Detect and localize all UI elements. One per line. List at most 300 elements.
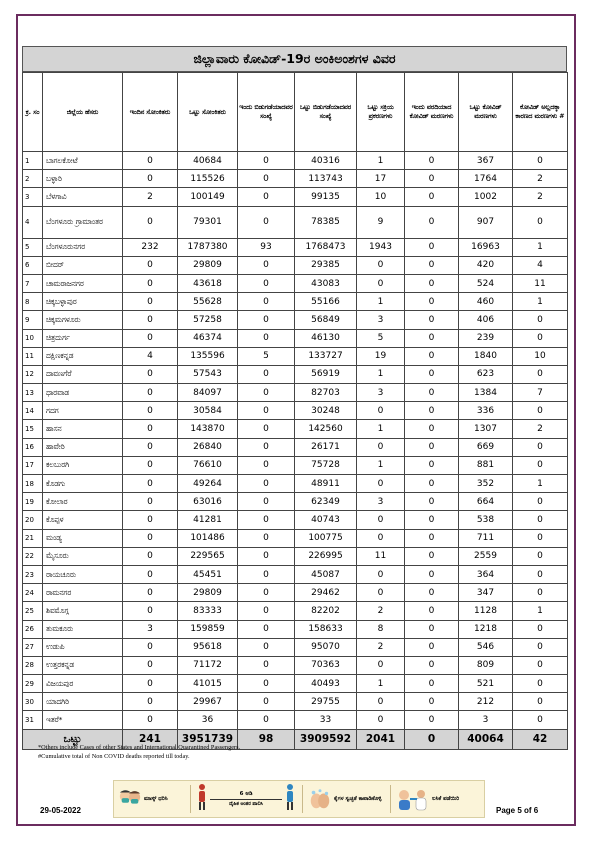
row-total-deaths: 664	[459, 493, 513, 511]
row-total-discharged: 33	[295, 711, 357, 729]
row-non-covid-deaths: 2	[513, 188, 568, 206]
row-today-deaths: 0	[405, 620, 459, 638]
row-active: 1	[357, 456, 405, 474]
row-total-positive: 40684	[178, 152, 238, 170]
row-today-discharged: 0	[238, 693, 295, 711]
row-sl: 22	[23, 547, 43, 565]
header-total-positive: ಒಟ್ಟು ಸೋಂಕಿತರು	[178, 73, 238, 152]
row-non-covid-deaths: 0	[513, 438, 568, 456]
row-today-deaths: 0	[405, 656, 459, 674]
row-today-discharged: 0	[238, 602, 295, 620]
row-district: ಹಾಸನ	[43, 420, 123, 438]
row-today-deaths: 0	[405, 584, 459, 602]
row-non-covid-deaths: 0	[513, 565, 568, 583]
row-active: 8	[357, 620, 405, 638]
row-today-deaths: 0	[405, 456, 459, 474]
row-active: 0	[357, 256, 405, 274]
row-today-discharged: 0	[238, 475, 295, 493]
row-today-positive: 0	[123, 711, 178, 729]
safety-banner	[113, 780, 485, 818]
total-today-deaths: 0	[405, 729, 459, 749]
row-total-discharged: 100775	[295, 529, 357, 547]
row-sl: 13	[23, 384, 43, 402]
row-total-deaths: 347	[459, 584, 513, 602]
row-today-positive: 0	[123, 420, 178, 438]
row-total-deaths: 623	[459, 365, 513, 383]
row-total-deaths: 364	[459, 565, 513, 583]
table-header-row	[23, 73, 568, 152]
banner-vaccine-label: ಲಸಿಕೆ ಪಡೆಯಿರಿ	[432, 795, 460, 802]
row-total-deaths: 538	[459, 511, 513, 529]
row-total-discharged: 26171	[295, 438, 357, 456]
table-row	[23, 547, 568, 565]
row-non-covid-deaths: 0	[513, 365, 568, 383]
row-district: ಧಾರವಾಡ	[43, 384, 123, 402]
row-active: 17	[357, 170, 405, 188]
table-row	[23, 711, 568, 729]
row-today-deaths: 0	[405, 547, 459, 565]
row-today-deaths: 0	[405, 402, 459, 420]
row-active: 0	[357, 693, 405, 711]
row-non-covid-deaths: 0	[513, 511, 568, 529]
table-row	[23, 256, 568, 274]
row-today-discharged: 0	[238, 365, 295, 383]
row-total-positive: 63016	[178, 493, 238, 511]
row-today-discharged: 0	[238, 329, 295, 347]
row-today-discharged: 0	[238, 206, 295, 238]
row-today-positive: 0	[123, 584, 178, 602]
row-total-discharged: 40316	[295, 152, 357, 170]
row-active: 0	[357, 402, 405, 420]
row-total-discharged: 46130	[295, 329, 357, 347]
row-district: ಚಿತ್ರದುರ್ಗ	[43, 329, 123, 347]
row-district: ಇತರೆ*	[43, 711, 123, 729]
face-mask-icon	[118, 785, 142, 813]
row-today-deaths: 0	[405, 311, 459, 329]
row-today-discharged: 0	[238, 256, 295, 274]
row-active: 1	[357, 675, 405, 693]
row-non-covid-deaths: 4	[513, 256, 568, 274]
row-total-positive: 84097	[178, 384, 238, 402]
row-total-positive: 57543	[178, 365, 238, 383]
row-today-positive: 0	[123, 693, 178, 711]
header-district: ಜಿಲ್ಲೆಯ ಹೆಸರು	[43, 73, 123, 152]
row-sl: 4	[23, 206, 43, 238]
row-total-positive: 143870	[178, 420, 238, 438]
row-total-positive: 55628	[178, 293, 238, 311]
row-total-deaths: 521	[459, 675, 513, 693]
row-total-discharged: 78385	[295, 206, 357, 238]
row-non-covid-deaths: 0	[513, 329, 568, 347]
row-active: 0	[357, 565, 405, 583]
row-district: ಕಲಬುರಗಿ	[43, 456, 123, 474]
banner-handwash-panel	[308, 783, 382, 815]
row-active: 1	[357, 365, 405, 383]
row-today-discharged: 0	[238, 188, 295, 206]
row-sl: 27	[23, 638, 43, 656]
row-district: ಹಾವೇರಿ	[43, 438, 123, 456]
row-sl: 24	[23, 584, 43, 602]
row-today-positive: 4	[123, 347, 178, 365]
row-total-positive: 29809	[178, 256, 238, 274]
distance-arrow-icon	[210, 799, 282, 800]
row-active: 5	[357, 329, 405, 347]
row-today-positive: 0	[123, 365, 178, 383]
row-total-discharged: 133727	[295, 347, 357, 365]
row-today-positive: 0	[123, 565, 178, 583]
person-left-icon	[196, 783, 208, 815]
row-sl: 31	[23, 711, 43, 729]
total-today-positive: 241	[123, 729, 178, 749]
row-total-positive: 71172	[178, 656, 238, 674]
total-active: 2041	[357, 729, 405, 749]
row-district: ಬಾಗಲಕೋಟೆ	[43, 152, 123, 170]
banner-divider	[302, 785, 303, 813]
row-today-discharged: 0	[238, 152, 295, 170]
row-district: ಶಿವಮೊಗ್ಗ	[43, 602, 123, 620]
table-row	[23, 675, 568, 693]
table-row	[23, 584, 568, 602]
row-district: ಗದಗ	[43, 402, 123, 420]
table-row	[23, 365, 568, 383]
row-total-discharged: 56849	[295, 311, 357, 329]
row-today-deaths: 0	[405, 384, 459, 402]
row-today-discharged: 0	[238, 293, 295, 311]
row-today-positive: 0	[123, 152, 178, 170]
row-total-deaths: 1384	[459, 384, 513, 402]
row-total-discharged: 82703	[295, 384, 357, 402]
row-total-positive: 26840	[178, 438, 238, 456]
row-district: ಕೊಪ್ಪಳ	[43, 511, 123, 529]
row-total-discharged: 75728	[295, 456, 357, 474]
row-total-deaths: 367	[459, 152, 513, 170]
row-non-covid-deaths: 0	[513, 456, 568, 474]
banner-vaccine-panel	[396, 783, 459, 815]
row-total-positive: 159859	[178, 620, 238, 638]
row-district: ಯಾದಗಿರಿ	[43, 693, 123, 711]
table-row	[23, 602, 568, 620]
row-total-positive: 29967	[178, 693, 238, 711]
row-non-covid-deaths: 0	[513, 656, 568, 674]
row-total-discharged: 99135	[295, 188, 357, 206]
row-total-deaths: 881	[459, 456, 513, 474]
row-sl: 20	[23, 511, 43, 529]
row-total-discharged: 40493	[295, 675, 357, 693]
header-sl: ಕ್ರ. ಸಂ	[23, 73, 43, 152]
row-district: ಚಿಕ್ಕಮಗಳೂರು	[43, 311, 123, 329]
row-today-positive: 0	[123, 256, 178, 274]
banner-divider	[190, 785, 191, 813]
table-row	[23, 638, 568, 656]
row-today-deaths: 0	[405, 511, 459, 529]
row-non-covid-deaths: 0	[513, 675, 568, 693]
footnote-non-covid: #Cumulative total of Non COVID deaths reported till today.	[38, 752, 190, 760]
row-sl: 5	[23, 238, 43, 256]
row-today-positive: 0	[123, 547, 178, 565]
row-today-positive: 0	[123, 475, 178, 493]
row-today-discharged: 0	[238, 565, 295, 583]
total-total-discharged: 3909592	[295, 729, 357, 749]
row-total-positive: 36	[178, 711, 238, 729]
table-row	[23, 384, 568, 402]
banner-mask-panel	[118, 783, 168, 815]
total-deaths: 40064	[459, 729, 513, 749]
row-today-discharged: 0	[238, 493, 295, 511]
row-today-deaths: 0	[405, 365, 459, 383]
row-total-positive: 76610	[178, 456, 238, 474]
table-row	[23, 311, 568, 329]
row-total-positive: 1787380	[178, 238, 238, 256]
row-active: 9	[357, 206, 405, 238]
row-today-discharged: 0	[238, 638, 295, 656]
row-total-deaths: 2559	[459, 547, 513, 565]
row-total-positive: 41015	[178, 675, 238, 693]
row-non-covid-deaths: 1	[513, 293, 568, 311]
row-sl: 19	[23, 493, 43, 511]
row-non-covid-deaths: 7	[513, 384, 568, 402]
row-today-discharged: 0	[238, 656, 295, 674]
header-today-discharged: ಇಂದು ಬಿಡುಗಡೆಯಾದವರ ಸಂಖ್ಯೆ	[238, 73, 295, 152]
row-today-discharged: 0	[238, 438, 295, 456]
row-non-covid-deaths: 0	[513, 711, 568, 729]
row-today-discharged: 0	[238, 547, 295, 565]
row-active: 0	[357, 656, 405, 674]
row-today-positive: 0	[123, 206, 178, 238]
row-non-covid-deaths: 1	[513, 602, 568, 620]
row-today-positive: 0	[123, 293, 178, 311]
row-sl: 16	[23, 438, 43, 456]
row-district: ಉಡುಪಿ	[43, 638, 123, 656]
row-non-covid-deaths: 1	[513, 238, 568, 256]
row-district: ಉತ್ತರಕನ್ನಡ	[43, 656, 123, 674]
table-row	[23, 693, 568, 711]
row-total-deaths: 352	[459, 475, 513, 493]
row-sl: 6	[23, 256, 43, 274]
row-active: 3	[357, 384, 405, 402]
row-district: ಚಿಕ್ಕಬಳ್ಳಾಪುರ	[43, 293, 123, 311]
row-total-deaths: 669	[459, 438, 513, 456]
row-total-discharged: 1768473	[295, 238, 357, 256]
row-today-deaths: 0	[405, 170, 459, 188]
row-total-discharged: 62349	[295, 493, 357, 511]
row-total-deaths: 1002	[459, 188, 513, 206]
row-total-discharged: 113743	[295, 170, 357, 188]
page-number: Page 5 of 6	[496, 806, 539, 815]
row-total-discharged: 40743	[295, 511, 357, 529]
total-non-covid-deaths: 42	[513, 729, 568, 749]
table-row	[23, 293, 568, 311]
row-sl: 10	[23, 329, 43, 347]
row-total-deaths: 16963	[459, 238, 513, 256]
row-today-discharged: 5	[238, 347, 295, 365]
row-today-deaths: 0	[405, 188, 459, 206]
row-total-positive: 46374	[178, 329, 238, 347]
banner-handwash-label: ಕೈಗಳ ಸ್ವಚ್ಛತೆ ಕಾಪಾಡಿಕೊಳ್ಳಿ	[334, 795, 382, 802]
handwash-icon	[308, 785, 332, 813]
row-total-deaths: 907	[459, 206, 513, 238]
row-today-deaths: 0	[405, 529, 459, 547]
row-district: ಮೈಸೂರು	[43, 547, 123, 565]
row-total-discharged: 95070	[295, 638, 357, 656]
row-non-covid-deaths: 10	[513, 347, 568, 365]
table-row	[23, 456, 568, 474]
table-row	[23, 402, 568, 420]
row-total-discharged: 29385	[295, 256, 357, 274]
row-today-deaths: 0	[405, 347, 459, 365]
row-total-deaths: 1840	[459, 347, 513, 365]
table-row	[23, 656, 568, 674]
row-sl: 14	[23, 402, 43, 420]
row-non-covid-deaths: 0	[513, 547, 568, 565]
row-total-discharged: 45087	[295, 565, 357, 583]
row-non-covid-deaths: 0	[513, 311, 568, 329]
row-total-discharged: 55166	[295, 293, 357, 311]
row-today-deaths: 0	[405, 675, 459, 693]
row-today-positive: 2	[123, 188, 178, 206]
row-today-positive: 0	[123, 456, 178, 474]
row-today-positive: 232	[123, 238, 178, 256]
row-district: ಮಂಡ್ಯ	[43, 529, 123, 547]
row-today-discharged: 0	[238, 529, 295, 547]
row-district: ವಿಜಯಪುರ	[43, 675, 123, 693]
row-total-positive: 115526	[178, 170, 238, 188]
row-active: 1943	[357, 238, 405, 256]
banner-distance-top: 6 ಅಡಿ	[239, 790, 253, 797]
row-today-discharged: 0	[238, 402, 295, 420]
row-active: 0	[357, 511, 405, 529]
row-today-discharged: 0	[238, 170, 295, 188]
row-total-discharged: 48911	[295, 475, 357, 493]
row-total-deaths: 1764	[459, 170, 513, 188]
row-total-deaths: 3	[459, 711, 513, 729]
row-sl: 2	[23, 170, 43, 188]
row-today-deaths: 0	[405, 274, 459, 292]
row-active: 0	[357, 274, 405, 292]
row-active: 0	[357, 584, 405, 602]
row-sl: 26	[23, 620, 43, 638]
row-total-positive: 45451	[178, 565, 238, 583]
footnote-others: *Others include Cases of other States and International Quarantined Passengers.	[38, 744, 241, 751]
row-today-deaths: 0	[405, 238, 459, 256]
row-today-deaths: 0	[405, 206, 459, 238]
row-total-positive: 101486	[178, 529, 238, 547]
row-today-deaths: 0	[405, 293, 459, 311]
row-active: 2	[357, 638, 405, 656]
report-date: 29-05-2022	[40, 806, 81, 815]
row-total-deaths: 809	[459, 656, 513, 674]
banner-mask-label: ಮಾಸ್ಕ್ ಧರಿಸಿ	[144, 795, 168, 802]
row-total-positive: 49264	[178, 475, 238, 493]
row-total-positive: 79301	[178, 206, 238, 238]
row-today-deaths: 0	[405, 493, 459, 511]
row-today-deaths: 0	[405, 602, 459, 620]
row-today-positive: 0	[123, 329, 178, 347]
table-row	[23, 347, 568, 365]
row-non-covid-deaths: 0	[513, 620, 568, 638]
row-total-deaths: 460	[459, 293, 513, 311]
row-district: ಚಾಮರಾಜನಗರ	[43, 274, 123, 292]
row-total-deaths: 239	[459, 329, 513, 347]
person-right-icon	[284, 783, 296, 815]
row-total-positive: 135596	[178, 347, 238, 365]
row-today-positive: 0	[123, 170, 178, 188]
row-total-discharged: 142560	[295, 420, 357, 438]
row-non-covid-deaths: 2	[513, 420, 568, 438]
total-total-positive: 3951739	[178, 729, 238, 749]
district-stats-table	[22, 72, 568, 750]
row-sl: 11	[23, 347, 43, 365]
row-today-deaths: 0	[405, 420, 459, 438]
row-total-positive: 41281	[178, 511, 238, 529]
row-sl: 7	[23, 274, 43, 292]
row-active: 2	[357, 602, 405, 620]
row-today-discharged: 0	[238, 675, 295, 693]
row-district: ರಾಯಚೂರು	[43, 565, 123, 583]
row-active: 1	[357, 152, 405, 170]
row-today-positive: 0	[123, 511, 178, 529]
table-row	[23, 188, 568, 206]
row-total-deaths: 524	[459, 274, 513, 292]
row-total-positive: 229565	[178, 547, 238, 565]
row-active: 1	[357, 420, 405, 438]
row-district: ಬೀದರ್	[43, 256, 123, 274]
row-total-deaths: 406	[459, 311, 513, 329]
row-total-deaths: 1307	[459, 420, 513, 438]
row-today-deaths: 0	[405, 693, 459, 711]
table-row	[23, 170, 568, 188]
table-row	[23, 511, 568, 529]
row-today-discharged: 0	[238, 511, 295, 529]
row-total-deaths: 336	[459, 402, 513, 420]
row-sl: 29	[23, 675, 43, 693]
row-today-deaths: 0	[405, 256, 459, 274]
total-label: ಒಟ್ಟು	[23, 729, 123, 749]
row-today-deaths: 0	[405, 329, 459, 347]
row-total-deaths: 420	[459, 256, 513, 274]
table-row	[23, 529, 568, 547]
row-today-deaths: 0	[405, 638, 459, 656]
row-total-discharged: 56919	[295, 365, 357, 383]
row-total-deaths: 1218	[459, 620, 513, 638]
row-today-positive: 0	[123, 384, 178, 402]
row-today-discharged: 93	[238, 238, 295, 256]
row-total-discharged: 30248	[295, 402, 357, 420]
row-today-deaths: 0	[405, 475, 459, 493]
row-today-positive: 0	[123, 602, 178, 620]
row-district: ದಕ್ಷಿಣಕನ್ನಡ	[43, 347, 123, 365]
row-sl: 3	[23, 188, 43, 206]
row-today-positive: 0	[123, 493, 178, 511]
table-row	[23, 438, 568, 456]
row-district: ಬೆಳಗಾವಿ	[43, 188, 123, 206]
total-today-discharged: 98	[238, 729, 295, 749]
row-today-positive: 0	[123, 311, 178, 329]
row-active: 1	[357, 293, 405, 311]
table-row	[23, 565, 568, 583]
vaccine-icon	[396, 785, 430, 813]
row-sl: 17	[23, 456, 43, 474]
row-total-positive: 95618	[178, 638, 238, 656]
row-active: 10	[357, 188, 405, 206]
row-today-deaths: 0	[405, 152, 459, 170]
row-active: 3	[357, 493, 405, 511]
row-non-covid-deaths: 0	[513, 529, 568, 547]
row-non-covid-deaths: 0	[513, 693, 568, 711]
row-active: 11	[357, 547, 405, 565]
row-sl: 28	[23, 656, 43, 674]
row-active: 19	[357, 347, 405, 365]
row-district: ಕೋಲಾರ	[43, 493, 123, 511]
